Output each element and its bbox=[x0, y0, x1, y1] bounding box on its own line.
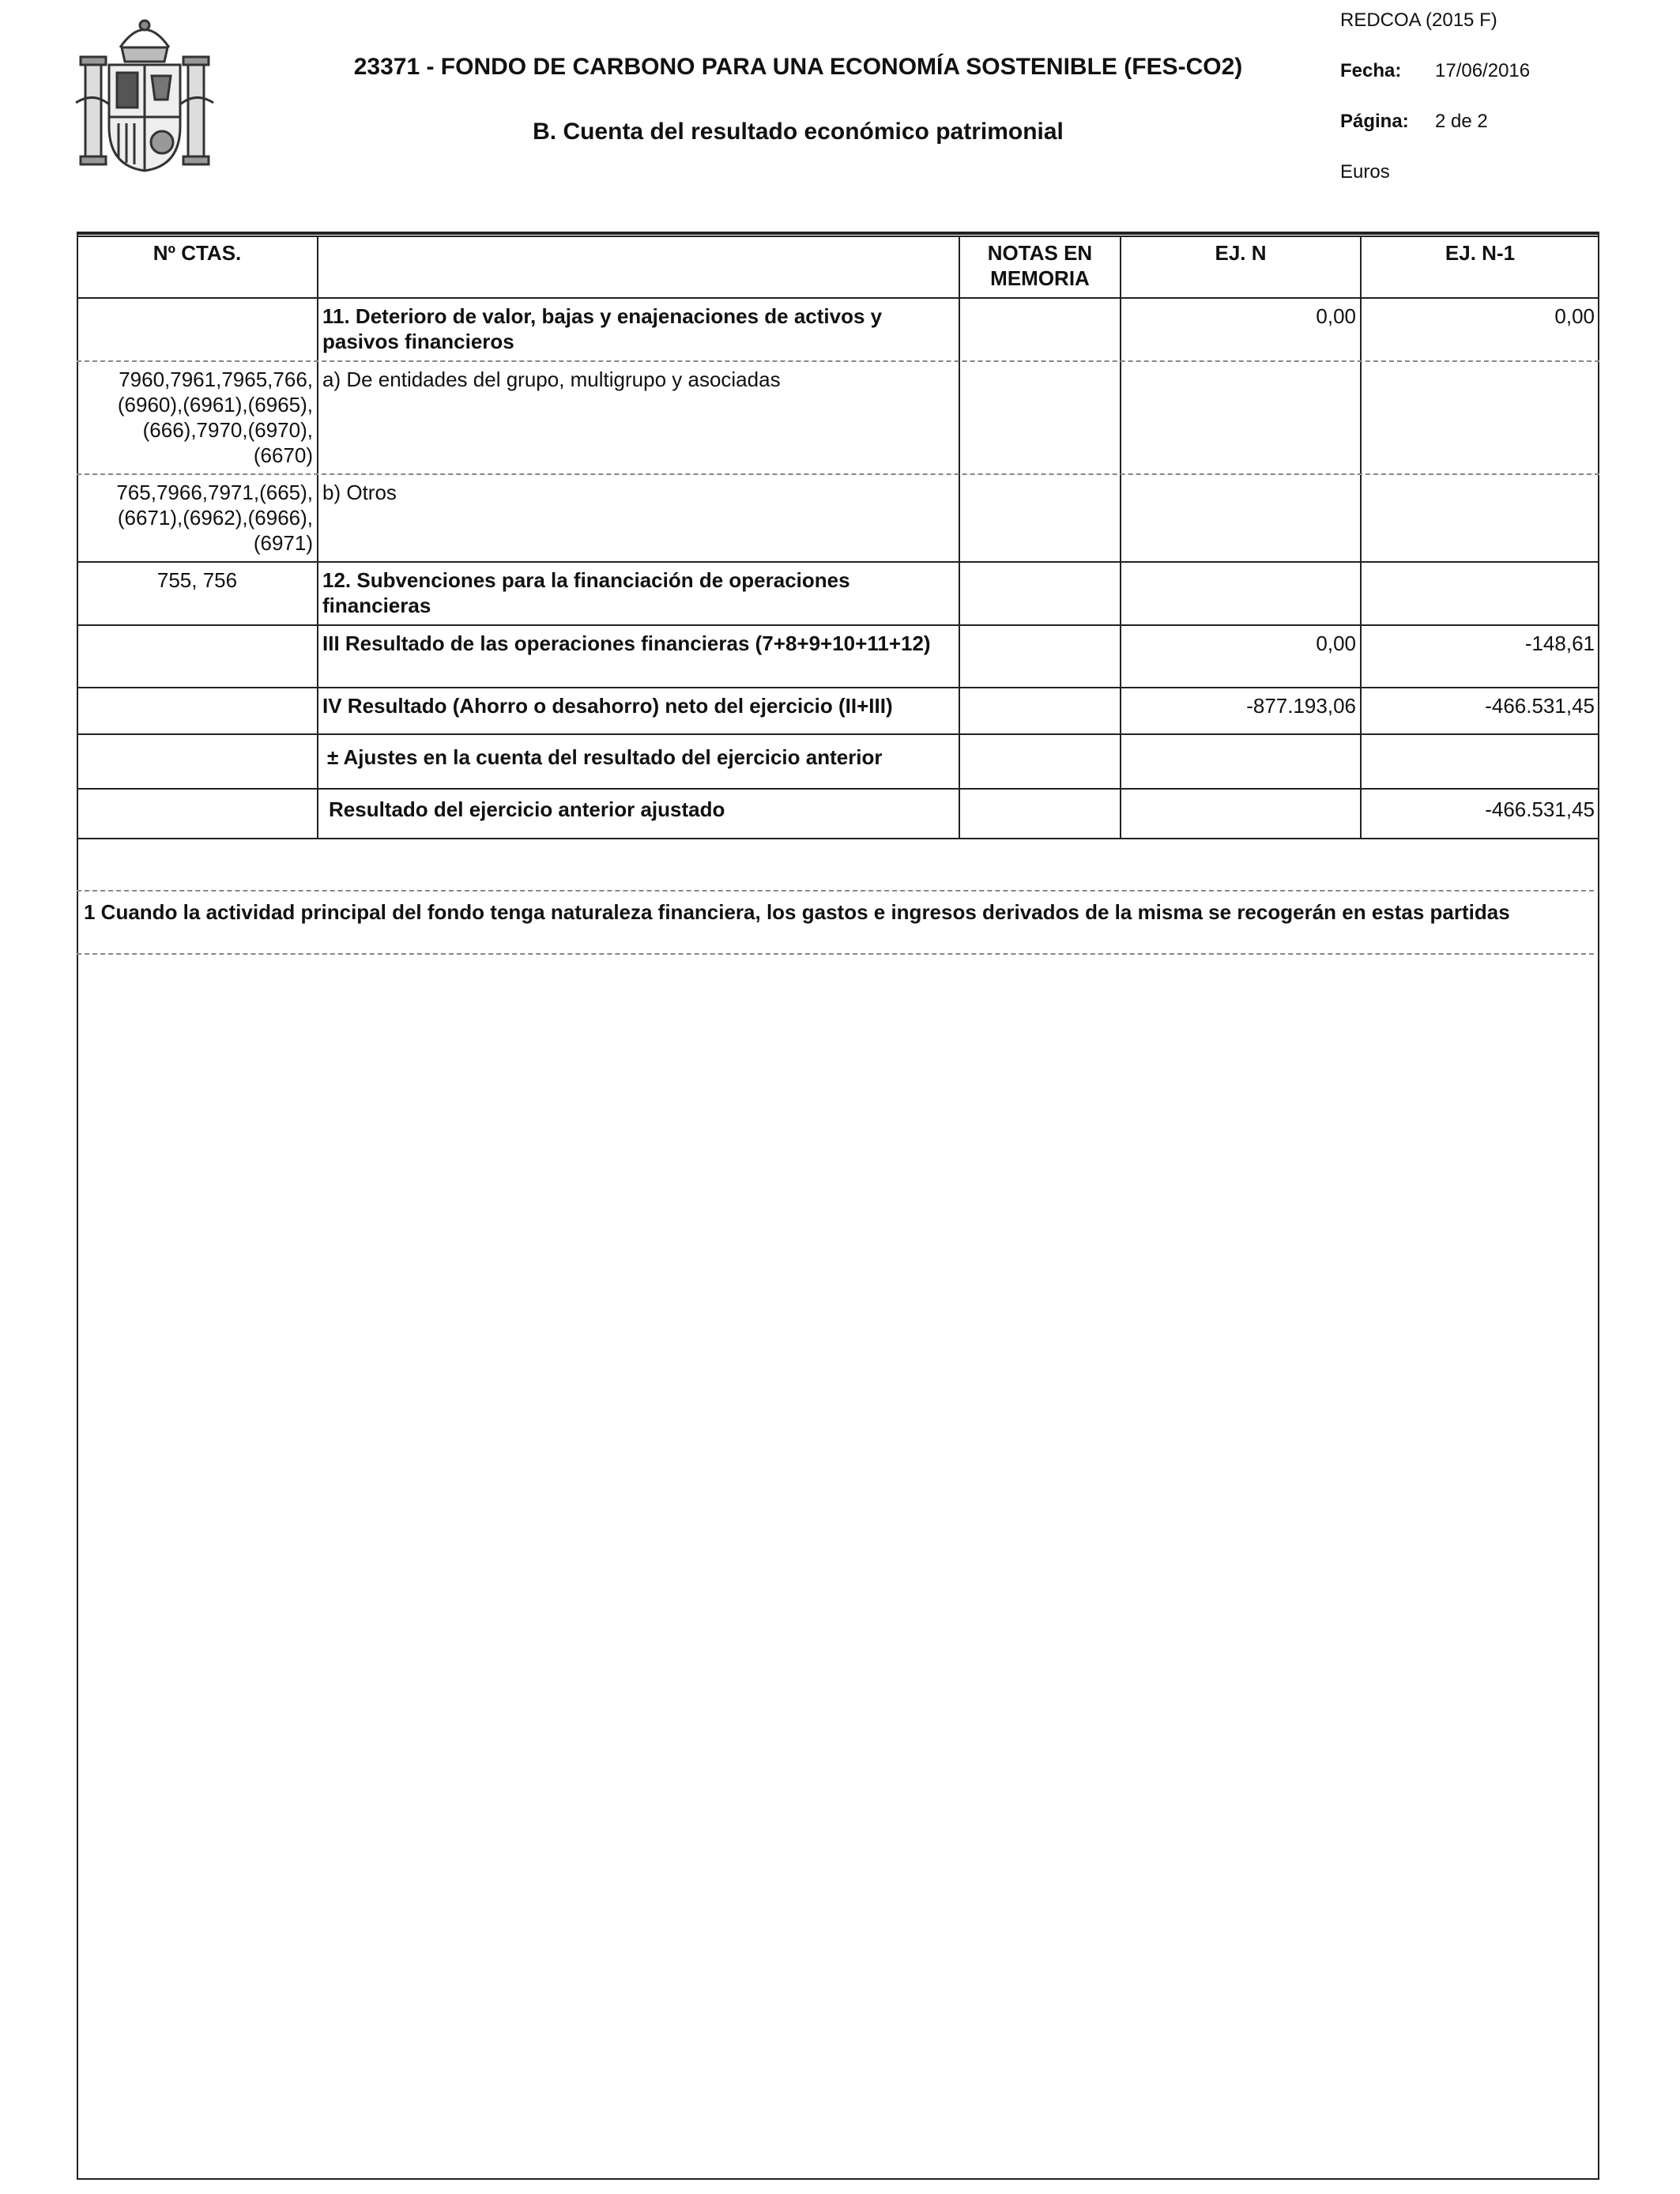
page-label: Página: bbox=[1340, 111, 1409, 132]
footnote-bottom-separator bbox=[77, 953, 1594, 955]
row-ej-n: -877.193,06 bbox=[1246, 694, 1356, 718]
row-ej-n: 0,00 bbox=[1316, 304, 1356, 328]
row-border bbox=[77, 733, 1599, 735]
row-cuentas: 765,7966,7971,(665), (6671),(6962),(6966), (6971) bbox=[116, 481, 313, 555]
table-top-rule bbox=[77, 232, 1599, 235]
row-ej-n1: 0,00 bbox=[1554, 304, 1595, 328]
row-concepto: Resultado del ejercicio anterior ajustado bbox=[329, 797, 725, 821]
table-bottom-border bbox=[77, 838, 1599, 839]
document-subtitle: B. Cuenta del resultado económico patrimonial bbox=[533, 119, 1064, 145]
coat-of-arms-logo bbox=[73, 16, 217, 174]
col-header-cuentas: Nº CTAS. bbox=[153, 241, 242, 265]
row-concepto: 12. Subvenciones para la financiación de operaciones financieras bbox=[322, 568, 850, 617]
col-header-concepto bbox=[318, 237, 959, 243]
currency-label: Euros bbox=[1340, 161, 1390, 183]
row-cuentas: 7960,7961,7965,766, (6960),(6961),(6965), (666),7970,(6970), (6670) bbox=[117, 368, 313, 467]
header-bottom-border bbox=[77, 297, 1599, 299]
row-concepto: a) De entidades del grupo, multigrupo y asociadas bbox=[322, 368, 781, 391]
row-concepto: 11. Deterioro de valor, bajas y enajenaciones de activos y pasivos financieros bbox=[322, 304, 883, 353]
row-concepto: III Resultado de las operaciones financieras (7+8+9+10+11+12) bbox=[322, 631, 931, 655]
row-cuentas: 755, 756 bbox=[156, 568, 238, 592]
row-concepto: IV Resultado (Ahorro o desahorro) neto del ejercicio (II+III) bbox=[322, 694, 893, 718]
col-header-notas: NOTAS EN MEMORIA bbox=[987, 241, 1093, 290]
report-reference: REDCOA (2015 F) bbox=[1340, 9, 1497, 31]
row-ej-n: 0,00 bbox=[1316, 631, 1356, 655]
row-border bbox=[77, 687, 1599, 688]
row-separator bbox=[77, 473, 1599, 475]
row-border bbox=[77, 624, 1599, 626]
row-border bbox=[77, 788, 1599, 790]
footnote-top-separator bbox=[77, 890, 1594, 892]
date-value: 17/06/2016 bbox=[1435, 60, 1531, 81]
col-header-ej-n: EJ. N bbox=[1215, 241, 1267, 265]
row-ej-n1: -148,61 bbox=[1524, 631, 1595, 655]
row-concepto: b) Otros bbox=[322, 481, 397, 504]
date-label: Fecha: bbox=[1340, 60, 1402, 81]
col-header-ej-n1: EJ. N-1 bbox=[1445, 241, 1516, 265]
document-title: 23371 - FONDO DE CARBONO PARA UNA ECONOMÍA SOSTENIBLE (FES-CO2) bbox=[353, 54, 1243, 80]
row-ej-n1: -466.531,45 bbox=[1485, 797, 1595, 821]
row-ej-n1: -466.531,45 bbox=[1485, 694, 1595, 718]
page-value: 2 de 2 bbox=[1435, 111, 1488, 132]
footnote: 1 Cuando la actividad principal del fondo tenga naturaleza financiera, los gastos e ingresos derivados de la misma se recogerán en estas partidas bbox=[84, 900, 1510, 924]
row-concepto: ± Ajustes en la cuenta del resultado del ejercicio anterior bbox=[327, 745, 883, 769]
row-separator bbox=[77, 360, 1599, 362]
row-border bbox=[77, 561, 1599, 563]
